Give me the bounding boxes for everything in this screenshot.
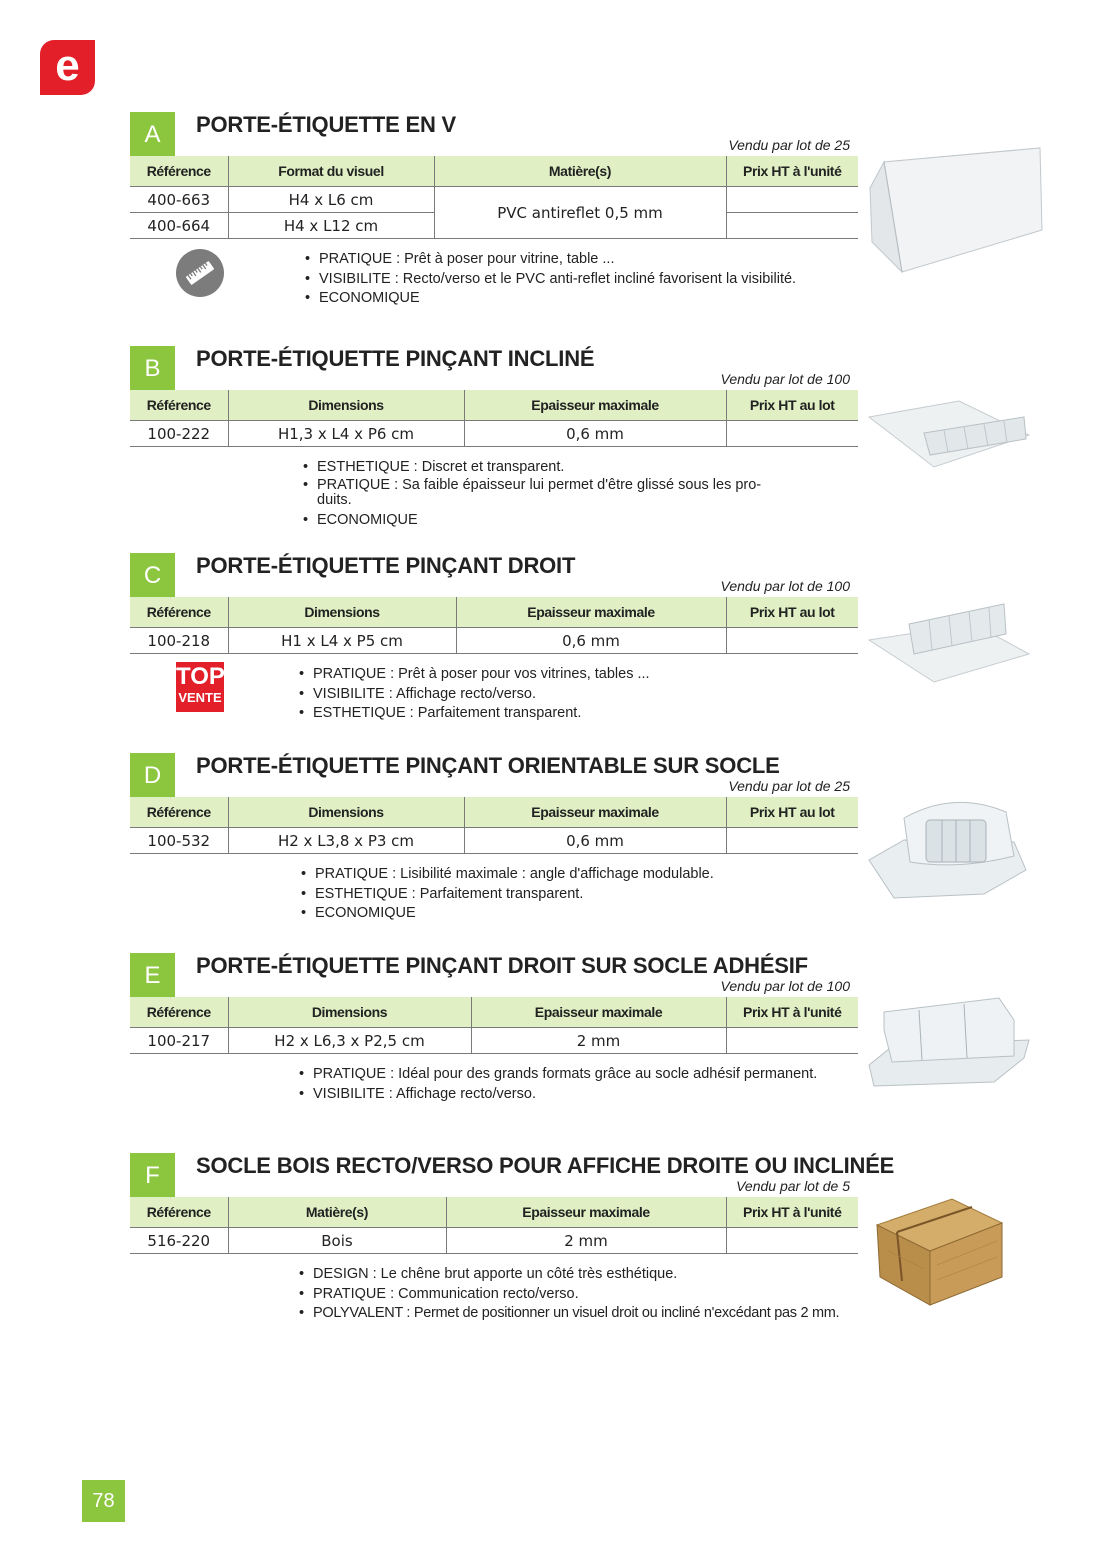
product-image-straight-clip: [864, 598, 1034, 692]
column-header: Dimensions: [228, 997, 471, 1028]
column-header: Référence: [130, 997, 228, 1028]
feature-item: • PRATIQUE : Idéal pour des grands formats grâce au socle adhésif permanent.: [299, 1065, 817, 1085]
badge-line1: TOP: [176, 663, 225, 690]
column-header: Epaisseur maximale: [456, 597, 726, 628]
feature-item: • PRATIQUE : Sa faible épaisseur lui permet d'être glissé sous les pro-duits.: [303, 478, 787, 511]
column-header: Prix HT à l'unité: [726, 1197, 858, 1228]
section-letter: E: [130, 953, 175, 997]
feature-item: • ECONOMIQUE: [305, 289, 796, 309]
feature-item: • POLYVALENT : Permet de positionner un visuel droit ou incliné n'excédant pas 2 mm.: [299, 1304, 839, 1324]
product-section-b: [130, 346, 860, 448]
table-row: [130, 187, 858, 213]
material-cell: PVC antireflet 0,5 mm: [434, 187, 726, 239]
table-header-row: [130, 597, 858, 628]
reference-cell: 100-532: [130, 828, 228, 854]
product-section-c: [130, 553, 860, 655]
product-section-e: [130, 953, 860, 1055]
section-title: PORTE-ÉTIQUETTE PINÇANT ORIENTABLE SUR SOCLE: [196, 753, 780, 778]
column-header: Matière(s): [228, 1197, 446, 1228]
feature-item: • VISIBILITE : Affichage recto/verso.: [299, 1085, 817, 1105]
column-header: Matière(s): [434, 156, 726, 187]
price-cell: [726, 1028, 858, 1054]
reference-cell: 400-664: [130, 213, 228, 239]
reference-cell: 516-220: [130, 1228, 228, 1254]
price-cell: [726, 628, 858, 654]
column-header: Référence: [130, 156, 228, 187]
thickness-cell: 0,6 mm: [464, 421, 726, 447]
feature-item: • PRATIQUE : Prêt à poser pour vitrine, table ...: [305, 250, 796, 270]
product-section-f: [130, 1153, 895, 1255]
product-image-adhesive-clip: [864, 990, 1034, 1094]
thickness-cell: 2 mm: [446, 1228, 726, 1254]
reference-cell: 400-663: [130, 187, 228, 213]
feature-list: [305, 250, 796, 309]
table-header-row: [130, 156, 858, 187]
feature-list: [299, 1265, 839, 1324]
price-cell: [726, 213, 858, 239]
feature-item: • ESTHETIQUE : Parfaitement transparent.: [299, 704, 650, 724]
feature-item: • DESIGN : Le chêne brut apporte un côté très esthétique.: [299, 1265, 839, 1285]
table-row: [130, 1028, 858, 1054]
product-image-wood-base: [872, 1195, 1007, 1314]
dimensions-cell: H1,3 x L4 x P6 cm: [228, 421, 464, 447]
column-header: Référence: [130, 797, 228, 828]
table-header-row: [130, 390, 858, 421]
column-header: Prix HT à l'unité: [726, 156, 858, 187]
table-header-row: [130, 997, 858, 1028]
column-header: Référence: [130, 390, 228, 421]
column-header: Prix HT au lot: [726, 597, 858, 628]
reference-cell: 100-222: [130, 421, 228, 447]
feature-item: • PRATIQUE : Communication recto/verso.: [299, 1285, 839, 1305]
section-letter: F: [130, 1153, 175, 1197]
product-image-v-holder: [862, 140, 1052, 284]
thickness-cell: 0,6 mm: [456, 628, 726, 654]
section-letter: A: [130, 112, 175, 156]
lot-info: Vendu par lot de 25: [728, 137, 850, 153]
spec-table: [130, 1197, 858, 1254]
feature-list: [303, 458, 787, 530]
feature-item: • ESTHETIQUE : Parfaitement transparent.: [301, 885, 714, 905]
lot-info: Vendu par lot de 100: [720, 578, 850, 594]
feature-item: • PRATIQUE : Prêt à poser pour vos vitrines, tables ...: [299, 665, 650, 685]
product-section-a: [130, 112, 860, 242]
product-image-inclined-clip: [864, 395, 1034, 479]
section-title: PORTE-ÉTIQUETTE PINÇANT INCLINÉ: [196, 346, 595, 371]
price-cell: [726, 1228, 858, 1254]
price-cell: [726, 828, 858, 854]
ruler-icon: [176, 249, 224, 297]
section-title: PORTE-ÉTIQUETTE PINÇANT DROIT SUR SOCLE ADHÉSIF: [196, 953, 808, 978]
product-section-d: [130, 753, 860, 855]
table-header-row: [130, 1197, 858, 1228]
price-cell: [726, 421, 858, 447]
column-header: Epaisseur maximale: [464, 390, 726, 421]
column-header: Format du visuel: [228, 156, 434, 187]
dimensions-cell: H2 x L6,3 x P2,5 cm: [228, 1028, 471, 1054]
reference-cell: 100-217: [130, 1028, 228, 1054]
thickness-cell: 2 mm: [471, 1028, 726, 1054]
spec-table: [130, 156, 858, 239]
price-cell: [726, 187, 858, 213]
column-header: Epaisseur maximale: [471, 997, 726, 1028]
spec-table: [130, 797, 858, 854]
column-header: Prix HT au lot: [726, 797, 858, 828]
feature-list: [299, 665, 650, 724]
format-cell: H4 x L6 cm: [228, 187, 434, 213]
section-title: PORTE-ÉTIQUETTE EN V: [196, 112, 457, 137]
dimensions-cell: H2 x L3,8 x P3 cm: [228, 828, 464, 854]
feature-item: • PRATIQUE : Lisibilité maximale : angle d'affichage modulable.: [301, 865, 714, 885]
column-header: Dimensions: [228, 797, 464, 828]
feature-item: • ESTHETIQUE : Discret et transparent.: [303, 458, 787, 478]
format-cell: H4 x L12 cm: [228, 213, 434, 239]
table-row: [130, 628, 858, 654]
dimensions-cell: H1 x L4 x P5 cm: [228, 628, 456, 654]
table-row: [130, 421, 858, 447]
section-letter: B: [130, 346, 175, 390]
product-image-orientable-clip: [864, 790, 1034, 909]
brand-logo: [40, 40, 95, 95]
section-letter: C: [130, 553, 175, 597]
column-header: Référence: [130, 597, 228, 628]
feature-item: • VISIBILITE : Affichage recto/verso.: [299, 685, 650, 705]
feature-item: • VISIBILITE : Recto/verso et le PVC anti-reflet incliné favorisent la visibilité.: [305, 270, 796, 290]
section-title: PORTE-ÉTIQUETTE PINÇANT DROIT: [196, 553, 576, 578]
feature-item: • ECONOMIQUE: [301, 904, 714, 924]
section-letter: D: [130, 753, 175, 797]
column-header: Référence: [130, 1197, 228, 1228]
column-header: Prix HT à l'unité: [726, 997, 858, 1028]
spec-table: [130, 997, 858, 1054]
lot-info: Vendu par lot de 100: [720, 371, 850, 387]
table-header-row: [130, 797, 858, 828]
feature-item: • ECONOMIQUE: [303, 511, 787, 531]
spec-table: [130, 390, 858, 447]
table-row: [130, 1228, 858, 1254]
material-cell: Bois: [228, 1228, 446, 1254]
lot-info: Vendu par lot de 5: [736, 1178, 850, 1194]
section-title: SOCLE BOIS RECTO/VERSO POUR AFFICHE DROITE OU INCLINÉE: [196, 1153, 895, 1178]
column-header: Epaisseur maximale: [464, 797, 726, 828]
column-header: Prix HT au lot: [726, 390, 858, 421]
lot-info: Vendu par lot de 25: [728, 778, 850, 794]
column-header: Epaisseur maximale: [446, 1197, 726, 1228]
thickness-cell: 0,6 mm: [464, 828, 726, 854]
column-header: Dimensions: [228, 597, 456, 628]
badge-line2: VENTE: [178, 690, 222, 705]
reference-cell: 100-218: [130, 628, 228, 654]
feature-list: [301, 865, 714, 924]
feature-list: [299, 1065, 817, 1104]
page-number: 78: [82, 1480, 125, 1522]
brand-logo-letter: e: [55, 41, 80, 90]
table-row: [130, 828, 858, 854]
spec-table: [130, 597, 858, 654]
column-header: Dimensions: [228, 390, 464, 421]
lot-info: Vendu par lot de 100: [720, 978, 850, 994]
top-vente-badge: [176, 662, 224, 712]
